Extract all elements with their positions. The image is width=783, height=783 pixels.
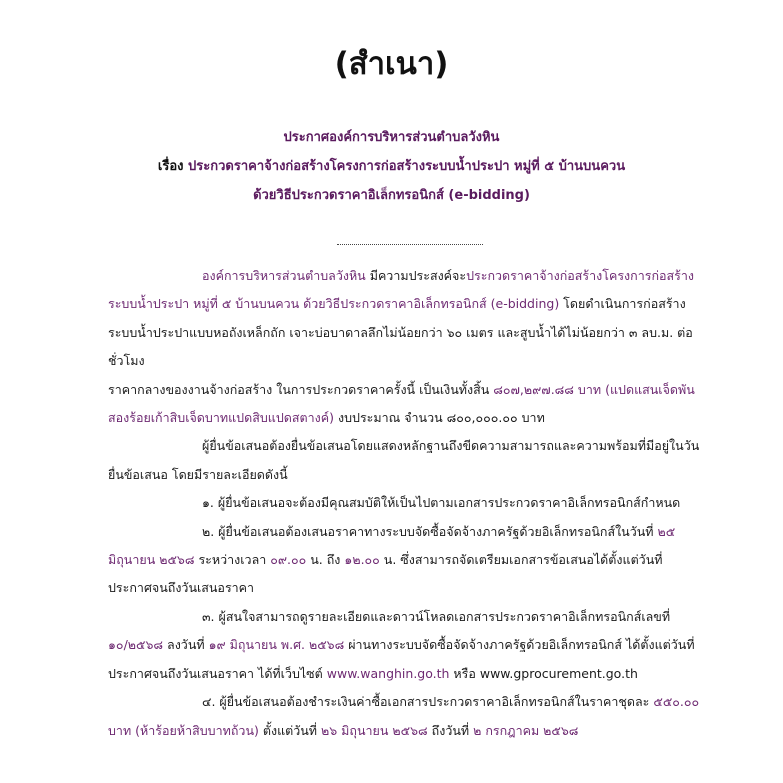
item-4-text: ๔. ผู้ยื่นข้อเสนอต้องชำระเงินค่าซื้อเอกสารประกวดราคาอิเล็กทรอนิกส์ในราคาชุดละ (202, 694, 654, 710)
subject-label: เรื่อง (157, 159, 184, 174)
item-2-text-b: ระหว่างเวลา (194, 552, 271, 568)
announcement-subject (0, 155, 783, 176)
budget-text: งบประมาณ จำนวน ๘๐๐,๐๐๐.๐๐ บาท (334, 410, 545, 426)
document-fee: ๕๕๐.๐๐ บาท (ห้าร้อยห้าสิบบาทถ้วน) (108, 694, 700, 738)
paragraph-bidder: ผู้ยื่นข้อเสนอต้องยื่นข้อเสนอโดยแสดงหลักฐานถึงขีดความสามารถและความพร้อมที่มีอยู่ในวันยื่นข้อเสนอ โดยมีรายละเอียดดังนี้ (108, 438, 700, 482)
item-3-text: ๓. ผู้สนใจสามารถดูรายละเอียดและดาวน์โหลดเอกสารประกวดราคาอิเล็กทรอนิกส์เลขที่ (202, 608, 671, 624)
item-3-text-c: ผ่านทางระบบจัดซื้อจัดจ้างภาครัฐด้วยอิเล็กทรอนิกส์ ได้ตั้งแต่วันที่ประกาศจนถึงวันเสนอราคา ได้ที่เว็บไซต์ (108, 637, 695, 681)
median-price: ๘๐๗,๒๙๗.๘๘ บาท (แปดแสนเจ็ดพันสองร้อยเก้าสิบเจ็ดบาทแปดสิบแปดสตางค์) (108, 381, 695, 426)
project-title: ประกวดราคาจ้างก่อสร้างโครงการก่อสร้างระบบน้ำประปา หมู่ที่ ๕ บ้านบนควน ด้วยวิธีประกวดราคาอิเล็กทรอนิกส์ (e-bidding) (108, 268, 694, 312)
intro-details: โดยดำเนินการก่อสร้างระบบน้ำประปาแบบหอถังเหล็กถัก เจาะบ่อบาดาลลึกไม่น้อยกว่า ๖๐ เมตร และสูบน้ำได้ไม่น้อยกว่า ๓ ลบ.ม. ต่อชั่วโมง (108, 296, 693, 369)
intro-text: มีความประสงค์จะ (365, 268, 467, 283)
announcement-method: ด้วยวิธีประกวดราคาอิเล็กทรอนิกส์ (e-bidding) (253, 188, 530, 203)
item-3 (108, 603, 700, 688)
copy-stamp: (สำเนา) (334, 46, 449, 82)
paragraph-intro (108, 262, 700, 376)
item-4-text-c: ถึงวันที่ (427, 722, 474, 738)
website-link[interactable]: www.wanghin.go.th (326, 665, 450, 681)
item-4-text-b: ตั้งแต่วันที่ (258, 722, 322, 738)
document-body (108, 262, 700, 745)
item-1: ๑. ผู้ยื่นข้อเสนอจะต้องมีคุณสมบัติให้เป็นไปตามเอกสารประกวดราคาอิเล็กทรอนิกส์กำหนด (202, 495, 681, 511)
subject-text: ประกวดราคาจ้างก่อสร้างโครงการก่อสร้างระบบน้ำประปา หมู่ที่ ๕ บ้านบนควน (188, 159, 626, 174)
item-2-text: ๒. ผู้ยื่นข้อเสนอต้องเสนอราคาทางระบบจัดซื้อจัดจ้างภาครัฐด้วยอิเล็กทรอนิกส์ในวันที่ (202, 523, 658, 539)
document-date: ๑๙ มิถุนายน พ.ศ. ๒๕๖๘ (208, 637, 345, 653)
item-2-start-time: ๐๙.๐๐ (270, 552, 307, 568)
document-number: ๑๐/๒๕๖๘ (108, 637, 164, 653)
sale-end-date: ๒ กรกฎาคม ๒๕๖๘ (473, 722, 579, 738)
item-2-end-time: ๑๒.๐๐ (344, 552, 380, 568)
gprocurement-link[interactable]: หรือ www.gprocurement.go.th (449, 665, 638, 681)
item-2-date: ๒๕ มิถุนายน ๒๕๖๘ (108, 523, 676, 568)
price-text: ราคากลางของงานจ้างก่อสร้าง ในการประกวดราคาครั้งนี้ เป็นเงินทั้งสิ้น (108, 381, 494, 397)
item-2-text-c: น. ถึง (306, 552, 345, 568)
dotted-divider (337, 244, 483, 245)
paragraph-price (108, 376, 700, 433)
sale-start-date: ๒๖ มิถุนายน ๒๕๖๘ (321, 722, 428, 738)
item-3-text-b: ลงวันที่ (163, 637, 209, 653)
announcement-title: ประกาศองค์การบริหารส่วนตำบลวังหิน (283, 130, 500, 145)
org-name: องค์การบริหารส่วนตำบลวังหิน (202, 268, 366, 283)
item-4 (108, 688, 700, 745)
item-2-text-d: น. ซึ่งสามารถจัดเตรียมเอกสารข้อเสนอได้ตั้งแต่วันที่ประกาศจนถึงวันเสนอราคา (108, 552, 663, 596)
item-2 (108, 518, 700, 603)
